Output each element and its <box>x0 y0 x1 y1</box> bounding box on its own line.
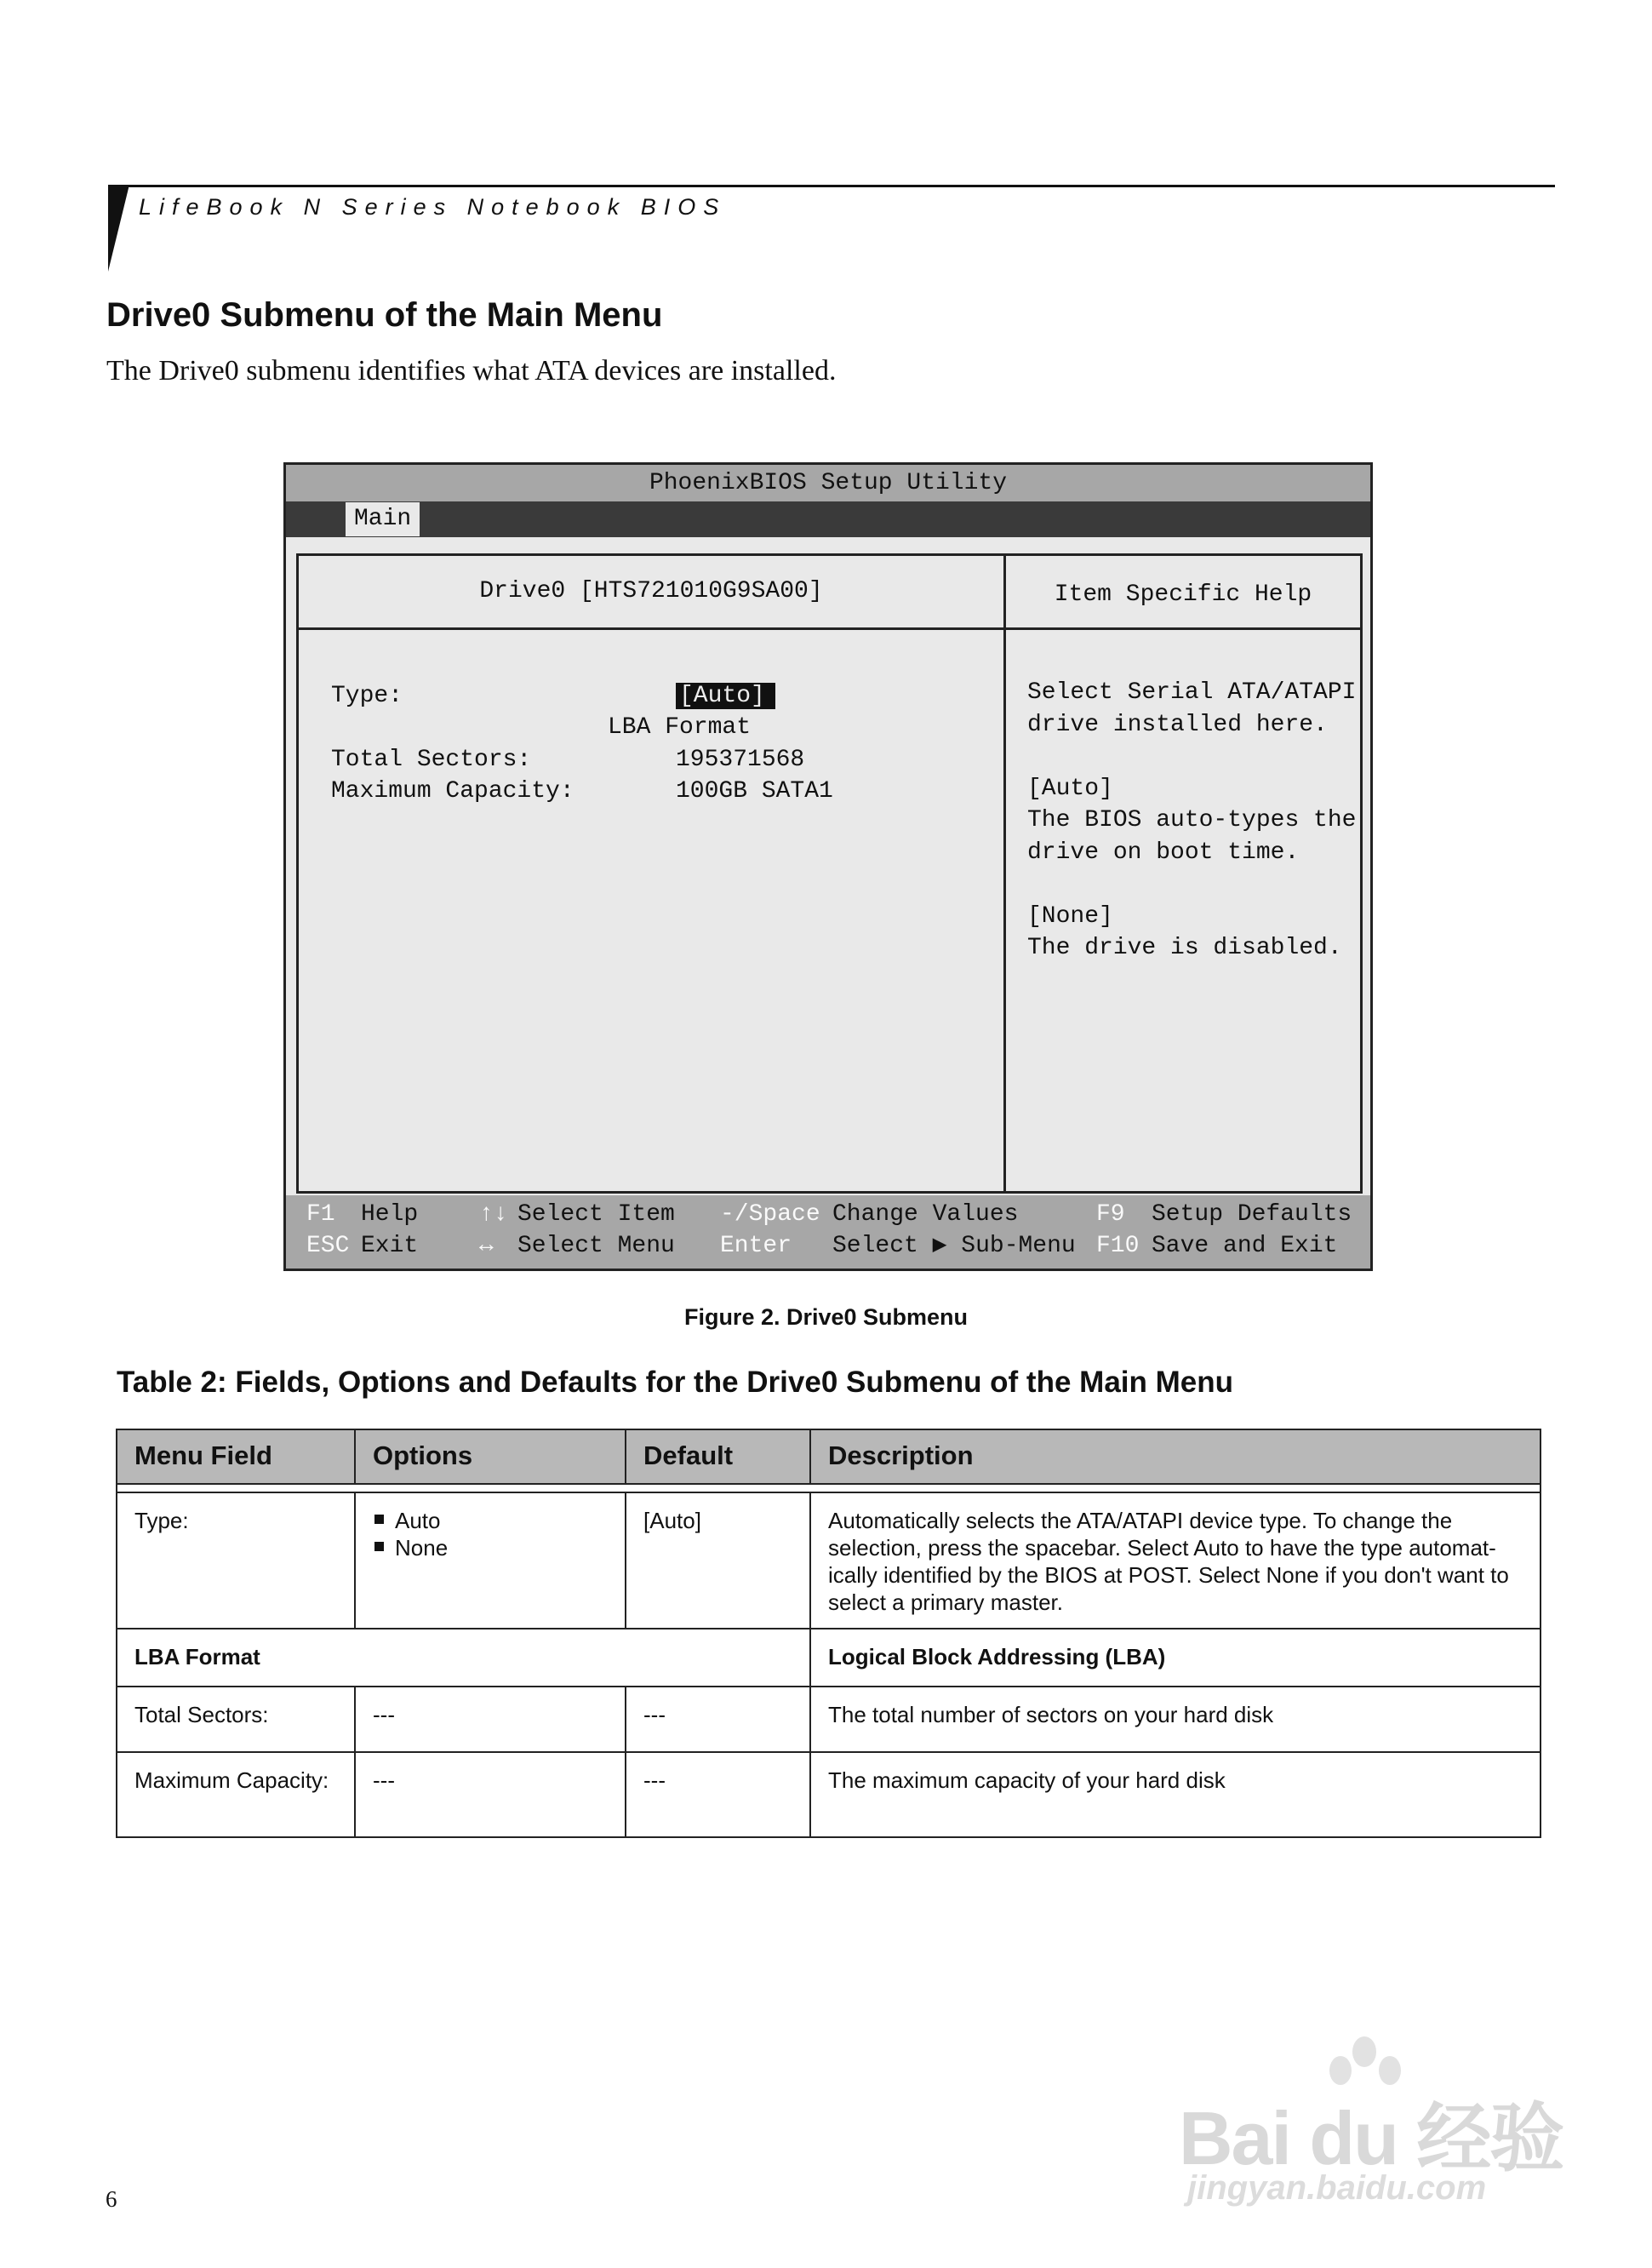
key-f9 <box>1096 1199 1125 1230</box>
cell-field: Type: <box>117 1492 355 1629</box>
header-options: Options <box>355 1429 626 1484</box>
bios-capacity-value: 100GB SATA1 <box>676 778 833 805</box>
bios-divider-horizontal <box>299 627 1360 630</box>
cell-default: [Auto] <box>626 1492 810 1629</box>
running-title: LifeBook N Series Notebook BIOS <box>139 194 727 220</box>
bios-sectors-label: Total Sectors: <box>331 747 532 773</box>
bios-sectors-value: 195371568 <box>676 747 805 773</box>
bios-divider-vertical <box>1003 556 1006 1191</box>
cell-field: Total Sectors: <box>117 1687 355 1752</box>
key-f10-key: F10 <box>1096 1233 1140 1259</box>
baidu-watermark <box>1179 2035 1570 2214</box>
leftright-arrows-icon: ↔ <box>479 1233 494 1259</box>
cell-field: Maximum Capacity: <box>117 1752 355 1837</box>
header-menu-field: Menu Field <box>117 1429 355 1484</box>
cell-field: LBA Format <box>117 1629 810 1687</box>
section-intro: The Drive0 submenu identifies what ATA devices are installed. <box>106 355 837 387</box>
bios-type-label: Type: <box>331 683 403 709</box>
page-number: 6 <box>106 2186 117 2212</box>
bios-panel-title: Drive0 [HTS721010G9SA00] <box>479 578 823 604</box>
key-leftright-label: Select Menu <box>517 1233 675 1259</box>
bios-capacity-label: Maximum Capacity: <box>331 778 574 805</box>
watermark-logo: Bai du 经验 <box>1179 2096 1563 2180</box>
key-f1-key: F1 <box>306 1201 335 1228</box>
bios-title-bar: PhoenixBIOS Setup Utility <box>286 465 1370 501</box>
key-esc <box>306 1230 349 1262</box>
help-gap <box>1027 868 1351 901</box>
bios-lba-label: LBA Format <box>608 714 752 741</box>
key-updown-label: Select Item <box>517 1201 675 1228</box>
section-title: Drive0 Submenu of the Main Menu <box>106 296 663 334</box>
key-f10-label: Save and Exit <box>1152 1233 1338 1259</box>
help-line: [None] <box>1027 902 1113 930</box>
cell-description: Automatically selects the ATA/ATAPI device type. To change the selection, press the spacebar. Select Auto to have the type automat-ically identified by the BIOS at POST. Select None if you don't want to select a primary master. <box>810 1492 1541 1629</box>
help-line: Select Serial ATA/ATAPI <box>1027 679 1357 706</box>
key-f9-key: F9 <box>1096 1201 1125 1228</box>
header-default: Default <box>626 1429 810 1484</box>
header-description: Description <box>810 1429 1541 1484</box>
bios-panel <box>296 553 1363 1194</box>
header-rule <box>108 185 1555 187</box>
help-line: The drive is disabled. <box>1027 935 1342 961</box>
table-row <box>117 1629 1541 1687</box>
help-line: drive on boot time. <box>1027 839 1300 866</box>
help-line: The BIOS auto-types the <box>1027 807 1357 833</box>
key-minus-label: Change Values <box>832 1201 1019 1228</box>
header-wedge-icon <box>108 185 129 272</box>
fields-table <box>116 1429 1541 1838</box>
key-leftright <box>479 1230 494 1262</box>
key-f10 <box>1096 1230 1139 1262</box>
bios-tab-main[interactable]: Main <box>346 502 420 536</box>
key-esc-label: Exit <box>361 1233 419 1259</box>
table-row <box>117 1752 1541 1837</box>
bios-help-text <box>1027 677 1357 965</box>
cell-description: Logical Block Addressing (LBA) <box>810 1629 1541 1687</box>
cell-default: --- <box>626 1687 810 1752</box>
option-item: Auto <box>373 1507 608 1534</box>
table-row <box>117 1687 1541 1752</box>
bios-type-value-highlight[interactable]: [Auto] <box>676 683 775 709</box>
spacer-cell <box>117 1484 1541 1492</box>
table-spacer-row <box>117 1484 1541 1492</box>
bios-screen <box>283 462 1373 1271</box>
cell-description: The total number of sectors on your hard disk <box>810 1687 1541 1752</box>
options-list <box>373 1507 608 1561</box>
table-caption: Table 2: Fields, Options and Defaults for the Drive0 Submenu of the Main Menu <box>117 1366 1233 1399</box>
bios-menu-bar <box>286 501 1370 537</box>
key-esc-key: ESC <box>306 1233 350 1259</box>
key-f1-label: Help <box>361 1201 419 1228</box>
cell-default: --- <box>626 1752 810 1837</box>
option-item: None <box>373 1534 608 1561</box>
cell-description: The maximum capacity of your hard disk <box>810 1752 1541 1837</box>
bios-type-value[interactable] <box>676 680 775 713</box>
key-minus <box>720 1199 820 1230</box>
key-minus-key: -/Space <box>720 1201 820 1228</box>
help-gap <box>1027 741 1351 773</box>
bios-help-title: Item Specific Help <box>1054 581 1312 608</box>
cell-options: --- <box>355 1752 626 1837</box>
help-line: drive installed here. <box>1027 711 1328 738</box>
table-header-row <box>117 1429 1541 1484</box>
cell-options <box>355 1492 626 1629</box>
key-updown <box>479 1199 508 1230</box>
cell-options: --- <box>355 1687 626 1752</box>
watermark-url: jingyan.baidu.com <box>1187 2169 1487 2207</box>
updown-arrows-icon: ↑↓ <box>479 1201 508 1228</box>
figure-caption: Figure 2. Drive0 Submenu <box>683 1304 969 1330</box>
table-row <box>117 1492 1541 1629</box>
key-enter-key: Enter <box>720 1233 792 1259</box>
key-enter-label: Select ▶ Sub-Menu <box>832 1233 1076 1259</box>
key-f9-label: Setup Defaults <box>1152 1201 1352 1228</box>
bios-key-legend <box>286 1195 1370 1269</box>
key-enter <box>720 1230 792 1262</box>
key-f1 <box>306 1199 335 1230</box>
help-line: [Auto] <box>1027 775 1113 802</box>
